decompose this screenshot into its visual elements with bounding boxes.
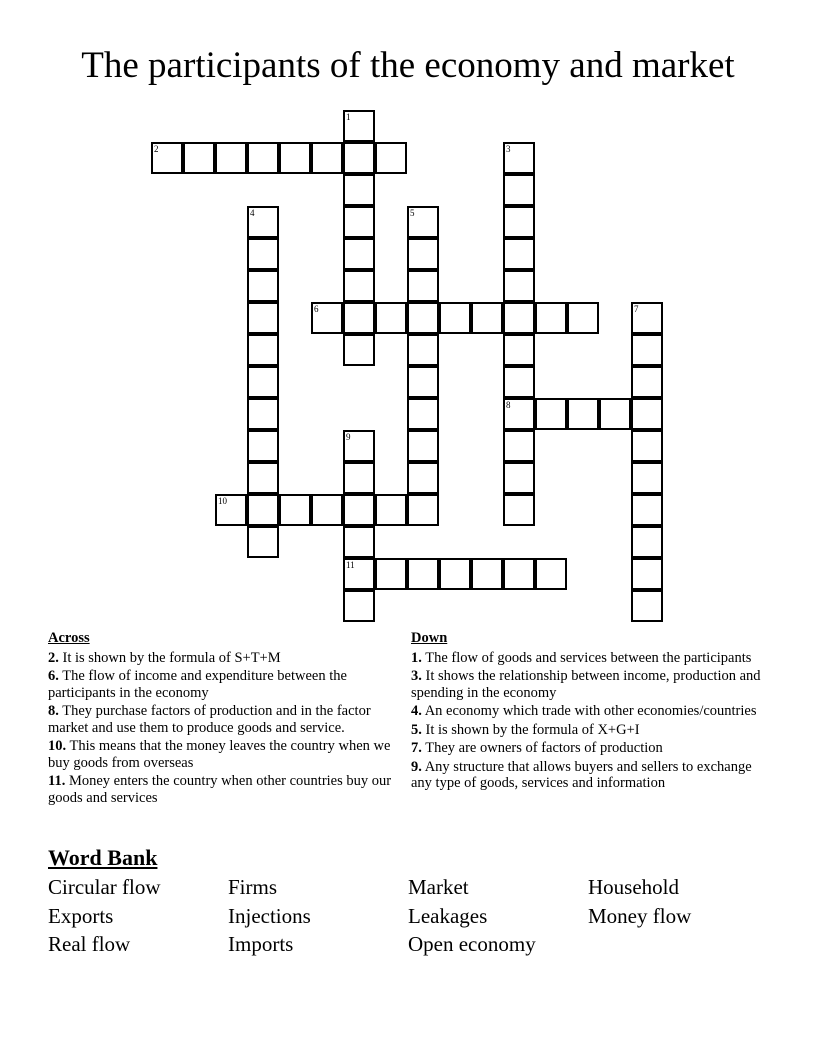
grid-cell[interactable]: [631, 302, 663, 334]
clue-text: An economy which trade with other economies/countries: [424, 703, 757, 719]
grid-cell[interactable]: [343, 462, 375, 494]
grid-cell[interactable]: [503, 462, 535, 494]
word-bank-item: Household: [588, 875, 679, 899]
clue-down-7: [411, 740, 771, 757]
down-heading: Down: [411, 630, 448, 646]
grid-cell[interactable]: [567, 398, 599, 430]
grid-cell[interactable]: [631, 494, 663, 526]
grid-cell[interactable]: [503, 142, 535, 174]
page-title: The participants of the economy and market: [81, 45, 735, 86]
grid-cell[interactable]: [279, 494, 311, 526]
word-bank-heading: Word Bank: [48, 845, 158, 870]
word-bank-item: Exports: [48, 903, 114, 928]
grid-cell[interactable]: [503, 174, 535, 206]
clue-number: 10.: [48, 738, 67, 754]
grid-cell[interactable]: [247, 206, 279, 238]
grid-cell[interactable]: [279, 142, 311, 174]
grid-cell[interactable]: [503, 366, 535, 398]
grid-cell[interactable]: [535, 558, 567, 590]
grid-cell[interactable]: [343, 526, 375, 558]
grid-cell[interactable]: [311, 494, 343, 526]
grid-cell[interactable]: [343, 430, 375, 462]
grid-cell[interactable]: [247, 142, 279, 174]
word-bank-item: Firms: [228, 875, 278, 899]
cell-number: 11: [346, 560, 355, 570]
clue-number: 6.: [48, 668, 59, 684]
cell-number: 6: [314, 304, 319, 314]
grid-cell[interactable]: [631, 398, 663, 430]
cell-number: 3: [506, 144, 511, 154]
grid-cell[interactable]: [407, 398, 439, 430]
clue-across-11: [48, 773, 393, 806]
cell-number: 1: [346, 112, 351, 122]
grid-cell[interactable]: [247, 270, 279, 302]
grid-cell[interactable]: [471, 558, 503, 590]
grid-cell[interactable]: [631, 334, 663, 366]
grid-cell[interactable]: [503, 430, 535, 462]
grid-cell[interactable]: [599, 398, 631, 430]
grid-cell[interactable]: [631, 526, 663, 558]
grid-cell[interactable]: [247, 526, 279, 558]
grid-cell[interactable]: [247, 462, 279, 494]
grid-cell[interactable]: [343, 110, 375, 142]
grid-cell[interactable]: [215, 494, 247, 526]
grid-cell[interactable]: [375, 494, 407, 526]
cell-number: 5: [410, 208, 415, 218]
clue-text: Money enters the country when other countries buy our goods and services: [48, 773, 392, 806]
clue-down-5: [411, 722, 771, 739]
grid-cell[interactable]: [503, 558, 535, 590]
grid-cell[interactable]: [503, 334, 535, 366]
grid-cell[interactable]: [407, 238, 439, 270]
grid-cell[interactable]: [407, 302, 439, 334]
word-bank-item: Leakages: [408, 903, 488, 928]
clue-text: It is shown by the formula of S+T+M: [62, 649, 281, 666]
clue-number: 9.: [411, 758, 422, 775]
grid-cell[interactable]: [343, 270, 375, 302]
grid-cell[interactable]: [343, 590, 375, 622]
grid-cell[interactable]: [567, 302, 599, 334]
across-heading: Across: [48, 630, 90, 646]
grid-cell[interactable]: [375, 142, 407, 174]
cell-number: 10: [218, 496, 227, 506]
grid-cell[interactable]: [343, 302, 375, 334]
word-bank-item: Circular flow: [48, 875, 161, 899]
grid-cell[interactable]: [247, 494, 279, 526]
grid-cell[interactable]: [631, 430, 663, 462]
grid-cell[interactable]: [631, 462, 663, 494]
grid-cell[interactable]: [311, 142, 343, 174]
grid-cell[interactable]: [343, 558, 375, 590]
clue-text: The flow of goods and services between the participants: [425, 649, 752, 666]
grid-cell[interactable]: [247, 302, 279, 334]
grid-cell[interactable]: [343, 174, 375, 206]
grid-cell[interactable]: [631, 366, 663, 398]
grid-cell[interactable]: [503, 398, 535, 430]
grid-cell[interactable]: [407, 430, 439, 462]
clue-across-2: [48, 650, 393, 667]
clue-number: 2.: [48, 649, 59, 666]
grid-cell[interactable]: [343, 238, 375, 270]
grid-cell[interactable]: [471, 302, 503, 334]
grid-cell[interactable]: [215, 142, 247, 174]
cell-number: 4: [250, 208, 255, 218]
grid-cell[interactable]: [503, 206, 535, 238]
grid-cell[interactable]: [151, 142, 183, 174]
cell-number: 9: [346, 432, 351, 442]
clue-across-6: [48, 668, 393, 701]
clue-down-3: [411, 668, 771, 701]
clue-across-10: [48, 738, 393, 771]
word-bank-item: Injections: [228, 903, 311, 928]
grid-cell[interactable]: [343, 142, 375, 174]
cell-number: 7: [634, 304, 639, 314]
grid-cell[interactable]: [503, 238, 535, 270]
clue-number: 7.: [411, 740, 422, 756]
grid-cell[interactable]: [247, 334, 279, 366]
clue-text: It shows the relationship between income, production and spending in the economy: [411, 668, 761, 701]
word-bank-item: Market: [408, 875, 469, 899]
grid-cell[interactable]: [503, 270, 535, 302]
clue-number: 5.: [411, 721, 422, 738]
grid-cell[interactable]: [439, 558, 471, 590]
grid-cell[interactable]: [247, 430, 279, 462]
clue-text: The flow of income and expenditure between the participants in the economy: [48, 668, 347, 701]
word-bank-item: Real flow: [48, 932, 131, 956]
grid-cell[interactable]: [407, 206, 439, 238]
clue-number: 1.: [411, 649, 422, 666]
grid-cell[interactable]: [343, 206, 375, 238]
clue-down-4: [411, 703, 771, 720]
clue-number: 8.: [48, 703, 59, 719]
clue-number: 4.: [411, 703, 422, 719]
across-clues: [48, 630, 393, 808]
grid-cell[interactable]: [439, 302, 471, 334]
clue-text: Any structure that allows buyers and sellers to exchange any type of goods, services and information: [411, 758, 752, 791]
grid-cell[interactable]: [631, 558, 663, 590]
grid-cell[interactable]: [247, 398, 279, 430]
clue-number: 11.: [48, 773, 66, 789]
grid-cell[interactable]: [247, 366, 279, 398]
grid-cell[interactable]: [407, 494, 439, 526]
clue-text: This means that the money leaves the country when we buy goods from overseas: [48, 738, 391, 771]
clue-down-9: [411, 759, 771, 792]
grid-cell[interactable]: [631, 590, 663, 622]
grid-cell[interactable]: [407, 558, 439, 590]
grid-cell[interactable]: [503, 302, 535, 334]
grid-cell[interactable]: [407, 462, 439, 494]
clue-text: They are owners of factors of production: [425, 740, 663, 756]
clue-number: 3.: [411, 668, 422, 684]
grid-cell[interactable]: [407, 366, 439, 398]
word-bank-item: Open economy: [408, 932, 536, 956]
grid-cell[interactable]: [375, 558, 407, 590]
grid-cell[interactable]: [343, 334, 375, 366]
grid-cell[interactable]: [535, 302, 567, 334]
grid-cell[interactable]: [503, 494, 535, 526]
word-bank-item: Imports: [228, 932, 294, 956]
cell-number: 8: [506, 400, 511, 410]
word-bank: [48, 845, 788, 959]
grid-cell[interactable]: [311, 302, 343, 334]
grid-cell[interactable]: [375, 302, 407, 334]
clue-down-1: [411, 650, 771, 667]
clue-across-8: [48, 703, 393, 736]
grid-cell[interactable]: [183, 142, 215, 174]
clue-text: It is shown by the formula of X+G+I: [425, 721, 640, 738]
grid-cell[interactable]: [535, 398, 567, 430]
grid-cell[interactable]: [407, 334, 439, 366]
grid-cell[interactable]: [407, 270, 439, 302]
down-clues: [411, 630, 771, 794]
clue-text: They purchase factors of production and in the factor market and use them to produce goods and service.: [48, 703, 371, 736]
grid-cell[interactable]: [247, 238, 279, 270]
word-bank-item: Money flow: [588, 903, 692, 928]
cell-number: 2: [154, 144, 159, 154]
grid-cell[interactable]: [343, 494, 375, 526]
